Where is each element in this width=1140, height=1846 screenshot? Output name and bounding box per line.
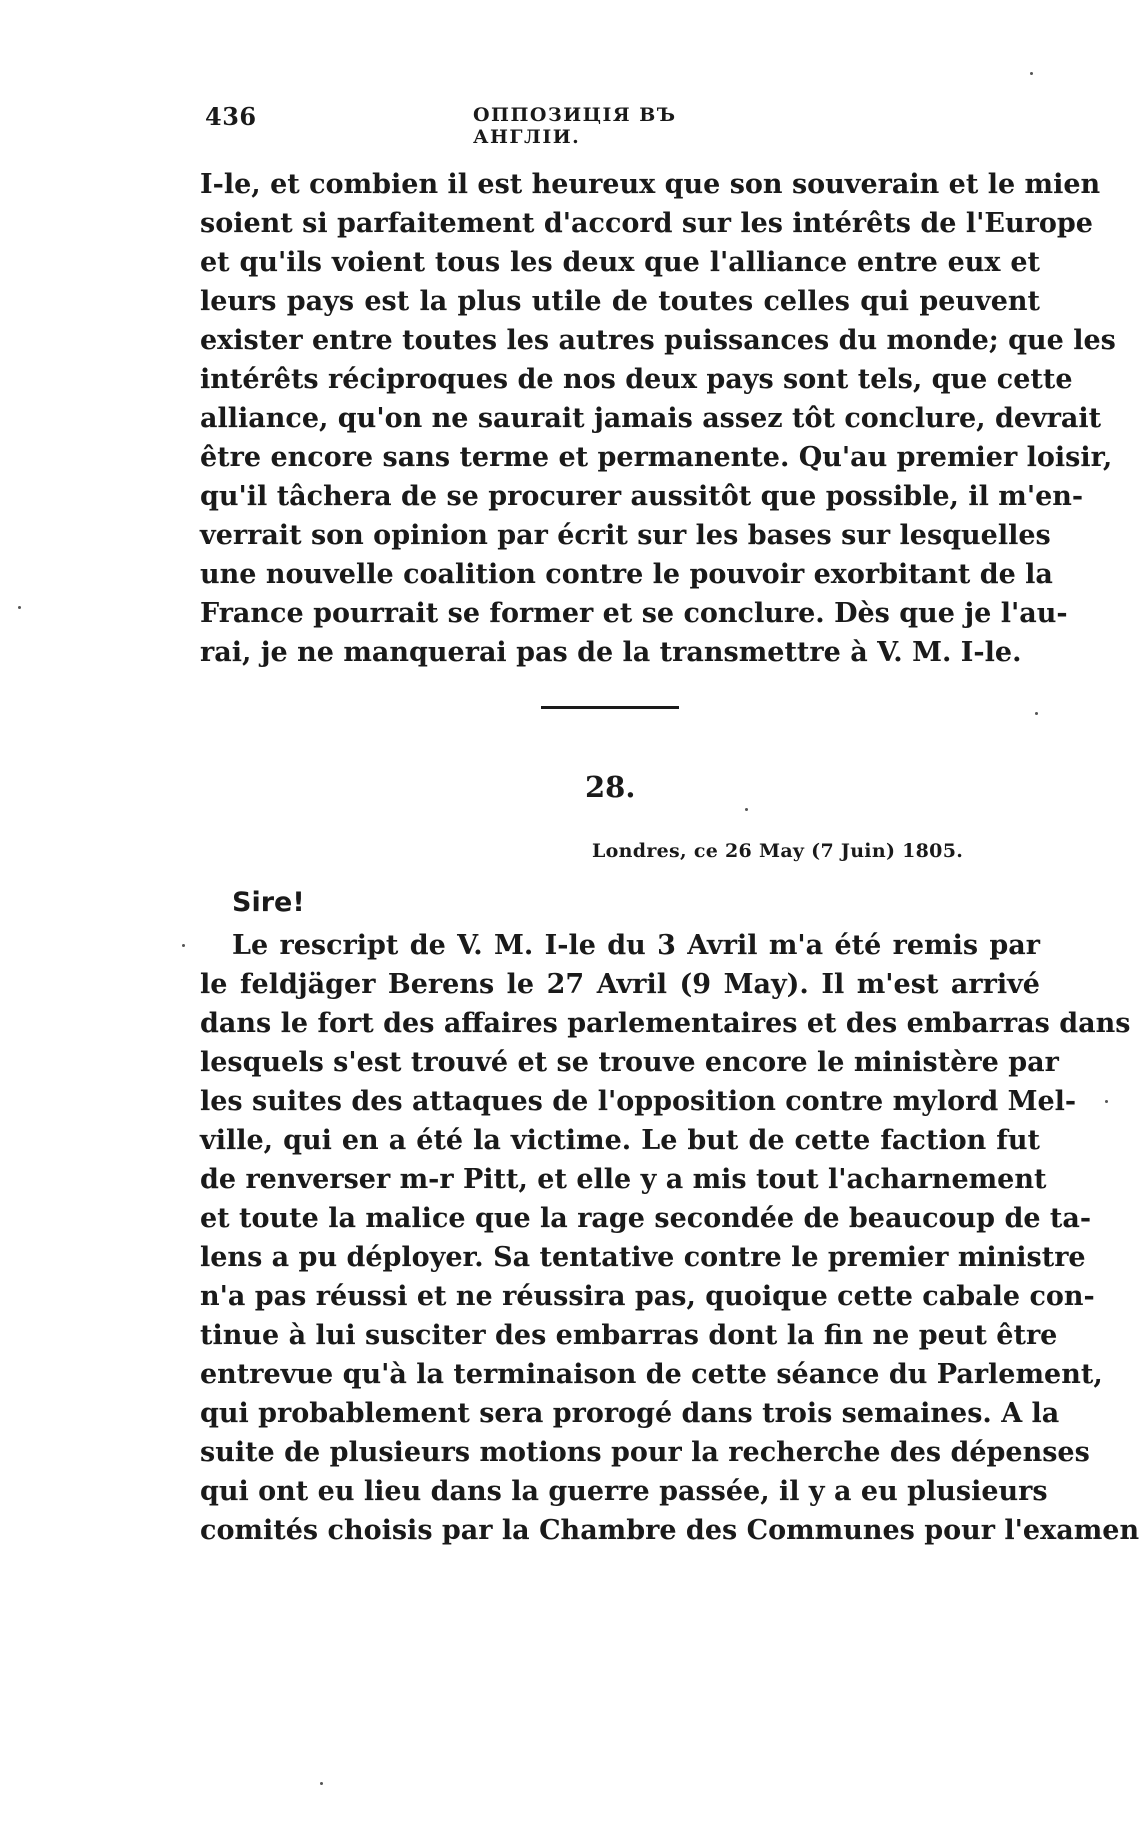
scan-speck bbox=[1105, 1100, 1108, 1103]
text-line: comités choisis par la Chambre des Communes pour l'examen bbox=[200, 1515, 1140, 1546]
text-line: qui probablement sera prorogé dans trois semaines. A la bbox=[200, 1398, 1060, 1429]
page-number: 436 bbox=[205, 102, 257, 131]
paragraph-continued bbox=[200, 165, 1116, 672]
letter-salutation: Sire! bbox=[232, 887, 305, 918]
scan-speck bbox=[1030, 72, 1033, 75]
running-title: ОППОЗИЦІЯ ВЪ АНГЛІИ. bbox=[473, 104, 677, 148]
text-line: verrait son opinion par écrit sur les bases sur lesquelles bbox=[200, 520, 1051, 551]
text-line: entrevue qu'à la terminaison de cette séance du Parlement, bbox=[200, 1359, 1103, 1390]
text-line: le feldjäger Berens le 27 Avril (9 May). Il m'est arrivé bbox=[200, 969, 1040, 1000]
text-line: qu'il tâchera de se procurer aussitôt que possible, il m'en- bbox=[200, 481, 1084, 512]
scan-speck bbox=[18, 606, 21, 609]
scan-speck bbox=[320, 1782, 323, 1785]
text-line: soient si parfaitement d'accord sur les intérêts de l'Europe bbox=[200, 208, 1093, 239]
text-line: suite de plusieurs motions pour la recherche des dépenses bbox=[200, 1437, 1090, 1468]
text-line: leurs pays est la plus utile de toutes celles qui peuvent bbox=[200, 286, 1040, 317]
text-line: Le rescript de V. M. I-le du 3 Avril m'a été remis par bbox=[232, 930, 1040, 961]
text-line: et toute la malice que la rage secondée de beaucoup de ta- bbox=[200, 1203, 1092, 1234]
text-line: une nouvelle coalition contre le pouvoir exorbitant de la bbox=[200, 559, 1053, 590]
page-header bbox=[205, 102, 765, 148]
text-line: de renverser m-r Pitt, et elle y a mis tout l'acharnement bbox=[200, 1164, 1047, 1195]
text-line: qui ont eu lieu dans la guerre passée, il y a eu plusieurs bbox=[200, 1476, 1048, 1507]
text-line: rai, je ne manquerai pas de la transmettre à V. M. I-le. bbox=[200, 637, 1022, 668]
text-line: lesquels s'est trouvé et se trouve encore le ministère par bbox=[200, 1047, 1059, 1078]
text-line: intérêts réciproques de nos deux pays sont tels, que cette bbox=[200, 364, 1073, 395]
text-line: ville, qui en a été la victime. Le but de cette faction fut bbox=[200, 1125, 1040, 1156]
text-line: et qu'ils voient tous les deux que l'alliance entre eux et bbox=[200, 247, 1040, 278]
letter-number: 28. bbox=[585, 770, 636, 804]
scan-speck bbox=[745, 808, 748, 811]
text-line: France pourrait se former et se conclure. Dès que je l'au- bbox=[200, 598, 1068, 629]
text-line: dans le fort des affaires parlementaires et des embarras dans bbox=[200, 1008, 1131, 1039]
text-line: n'a pas réussi et ne réussira pas, quoique cette cabale con- bbox=[200, 1281, 1095, 1312]
section-divider bbox=[541, 706, 679, 709]
scan-speck bbox=[182, 944, 185, 947]
text-line: être encore sans terme et permanente. Qu'au premier loisir, bbox=[200, 442, 1113, 473]
letter-body bbox=[200, 926, 1140, 1550]
text-line: lens a pu déployer. Sa tentative contre le premier ministre bbox=[200, 1242, 1086, 1273]
text-line: les suites des attaques de l'opposition contre mylord Mel- bbox=[200, 1086, 1077, 1117]
text-line: tinue à lui susciter des embarras dont la fin ne peut être bbox=[200, 1320, 1058, 1351]
letter-dateline: Londres, ce 26 May (7 Juin) 1805. bbox=[592, 840, 964, 862]
text-line: I-le, et combien il est heureux que son souverain et le mien bbox=[200, 169, 1101, 200]
text-line: exister entre toutes les autres puissances du monde; que les bbox=[200, 325, 1116, 356]
scan-speck bbox=[1035, 712, 1038, 715]
text-line: alliance, qu'on ne saurait jamais assez tôt conclure, devrait bbox=[200, 403, 1102, 434]
